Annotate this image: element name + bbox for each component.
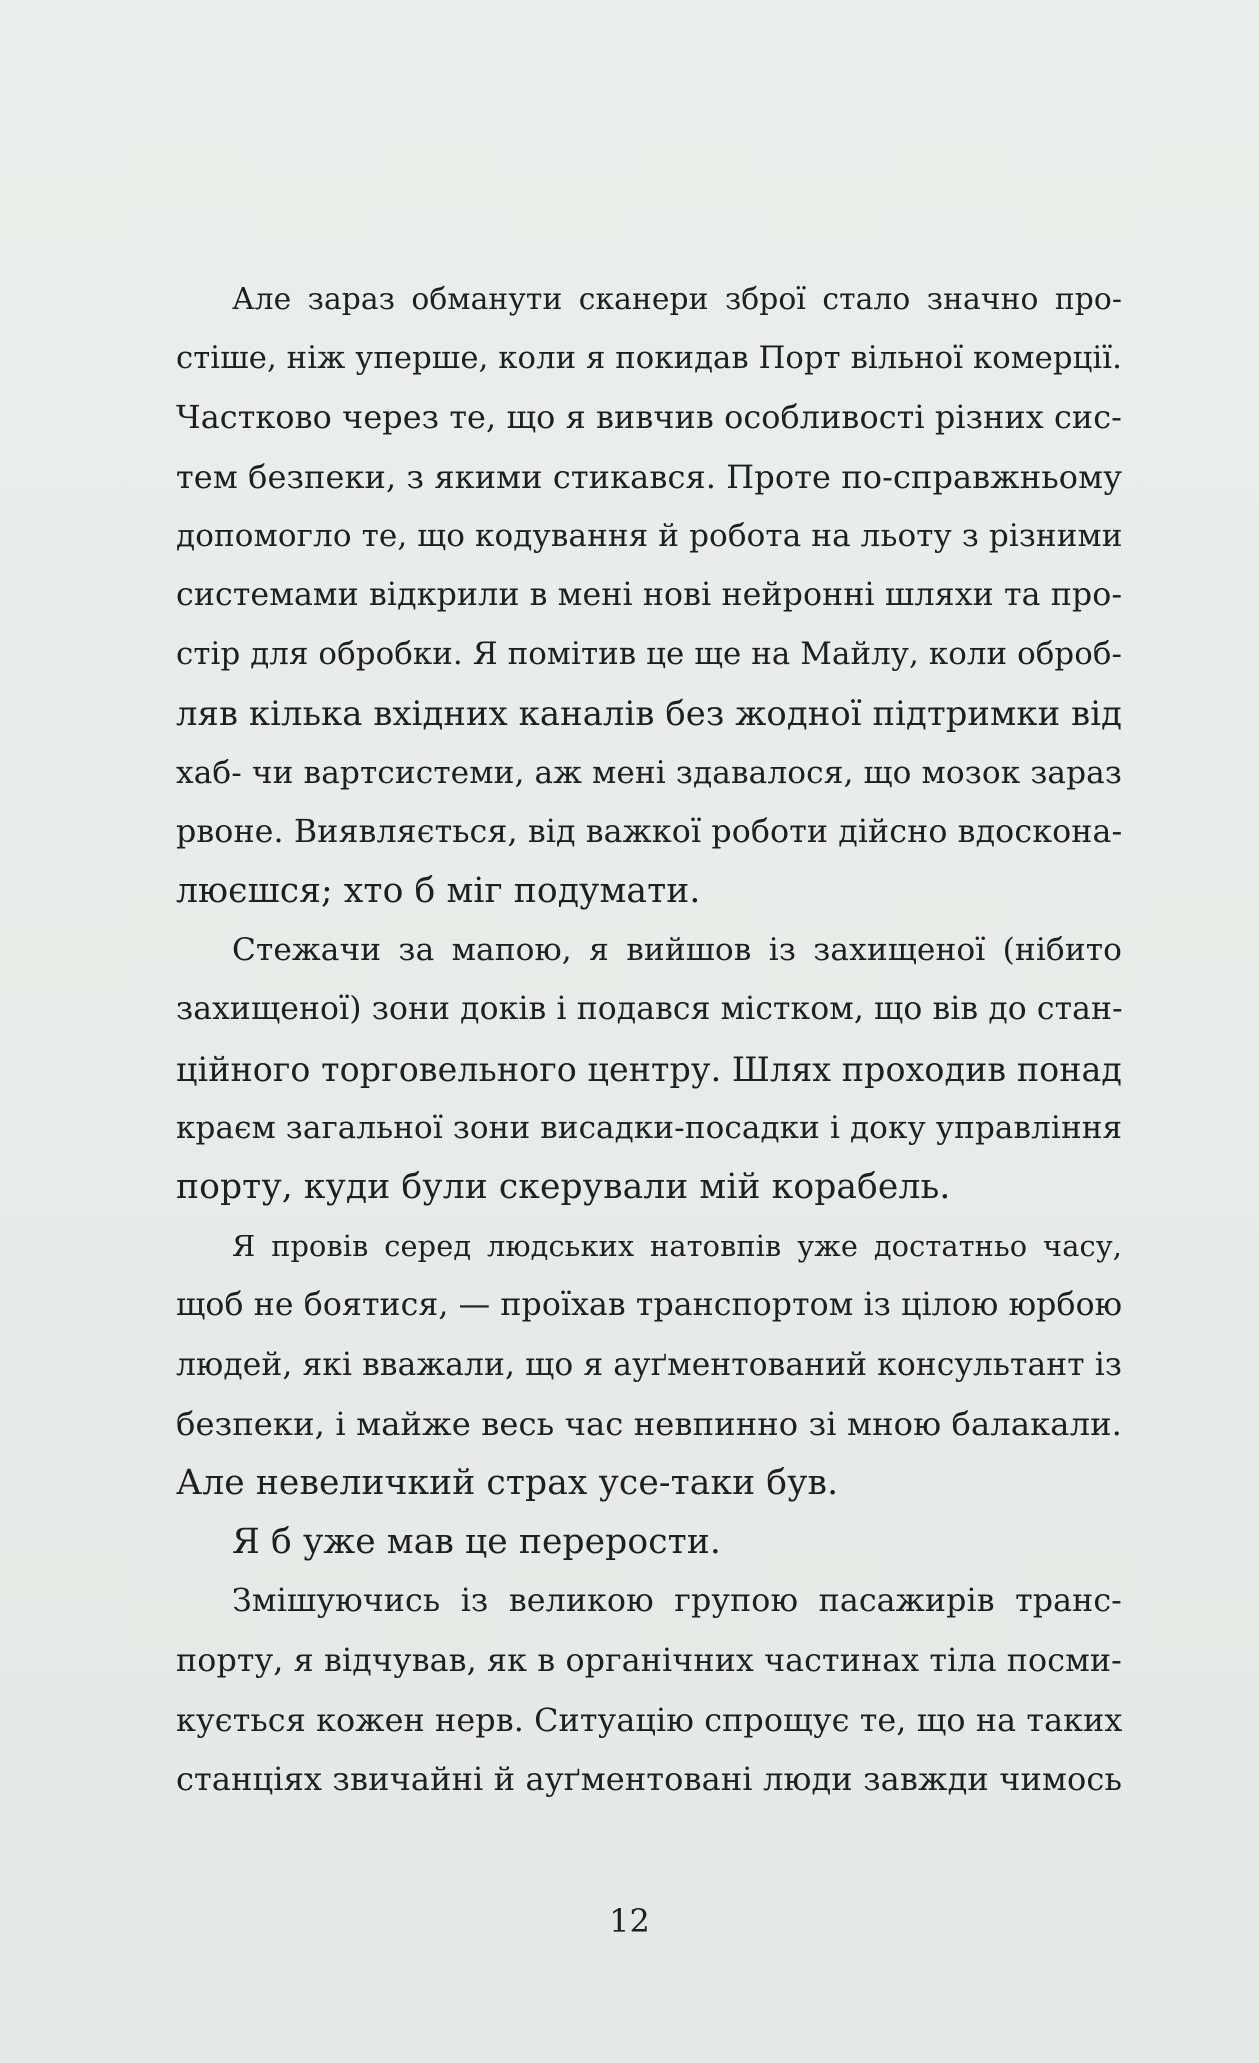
paragraph <box>176 270 1122 921</box>
text-line: щоб не боятися, — проїхав транспортом із цілою юрбою <box>176 1287 1123 1324</box>
text-line: Я б уже мав це перерости. <box>232 1522 721 1563</box>
text-line: краєм загальної зони висадки-посадки і доку управління <box>176 1109 1123 1146</box>
text-line: системами відкрили в мені нові нейронні шляхи та про- <box>176 577 1123 614</box>
page-number: 12 <box>609 1902 650 1940</box>
text-line: ляв кілька вхідних каналів без жодної підтримки від <box>176 694 1122 734</box>
text-line: станціях звичайні й ауґментовані люди завжди чимось <box>176 1760 1122 1799</box>
text-line: стіше, ніж уперше, коли я покидав Порт вільної комерції. <box>176 341 1122 377</box>
text-line: захищеної) зони доків і подався містком, що вів до стан- <box>176 991 1123 1028</box>
text-line: Частково через те, що я вивчив особливості різних сис- <box>176 398 1122 437</box>
paragraph <box>176 1513 1122 1572</box>
text-line: Змішуючись із великою групою пасажирів транс- <box>232 1583 1122 1620</box>
text-line: люєшся; хто б міг подумати. <box>176 871 701 912</box>
text-line: кується кожен нерв. Ситуацію спрощує те, що на таких <box>176 1701 1123 1739</box>
text-line: хаб- чи вартсистеми, аж мені здавалося, що мозок зараз <box>176 754 1122 791</box>
text-line: порту, куди були скерували мій корабель. <box>176 1167 951 1208</box>
paragraph <box>176 921 1122 1217</box>
text-line: порту, я відчував, як в органічних частинах тіла посми- <box>176 1642 1122 1679</box>
text-line: людей, які вважали, що я ауґментований консультант із <box>176 1346 1122 1383</box>
text-line: Стежачи за мапою, я вийшов із захищеної (нібито <box>232 932 1122 969</box>
body-text <box>176 270 1122 1809</box>
text-line: ційного торговельного центру. Шлях проходив понад <box>176 1049 1122 1089</box>
text-line: тем безпеки, з якими стикався. Проте по-справжньому <box>176 457 1122 496</box>
text-line: стір для обробки. Я помітив це ще на Майлу, коли оброб- <box>176 636 1123 673</box>
text-line: допомогло те, що кодування й робота на льоту з різними <box>176 517 1123 554</box>
text-line: Але невеличкий страх усе-таки був. <box>176 1463 839 1504</box>
text-line: Але зараз обманути сканери зброї стало значно про- <box>232 282 1122 317</box>
text-line: безпеки, і майже весь час невпинно зі мною балакали. <box>176 1404 1122 1443</box>
paragraph <box>176 1217 1122 1513</box>
text-line: Я провів серед людських натовпів уже достатньо часу, <box>232 1229 1122 1264</box>
paragraph <box>176 1572 1122 1809</box>
text-line: рвоне. Виявляється, від важкої роботи дійсно вдоскона- <box>176 813 1123 850</box>
